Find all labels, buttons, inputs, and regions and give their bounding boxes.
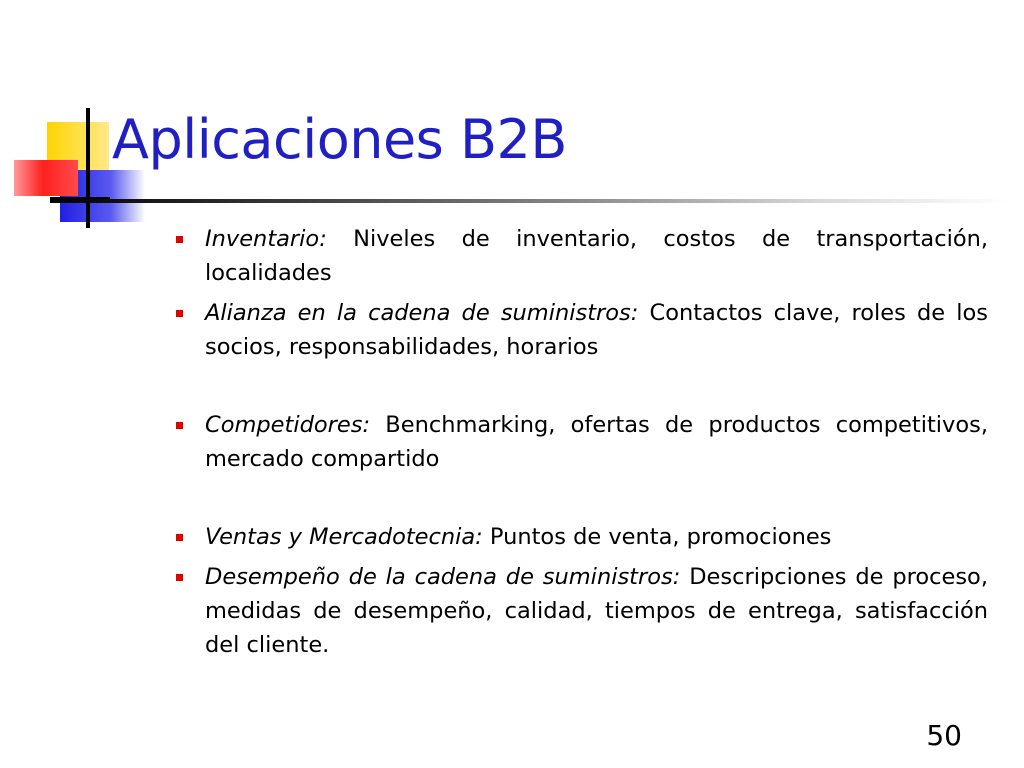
bullet-text: Contactos clave, roles de los socios, responsabilidades, horarios bbox=[205, 300, 988, 360]
bullet-alianza bbox=[170, 296, 988, 364]
bullet-text: Niveles de inventario, costos de transportación, localidades bbox=[205, 226, 988, 286]
slide-title: Aplicaciones B2B bbox=[112, 108, 567, 171]
bullet-term: Ventas y Mercadotecnia: bbox=[205, 524, 490, 550]
bullet-term: Inventario: bbox=[205, 226, 354, 252]
bullet-term: Desempeño de la cadena de suministros: bbox=[205, 564, 690, 590]
bullet-square-icon bbox=[176, 534, 183, 541]
bullet-square-icon bbox=[176, 574, 183, 581]
bullet-square-icon bbox=[176, 422, 183, 429]
bullet-text: Puntos de venta, promociones bbox=[489, 524, 832, 550]
bullet-competidores bbox=[170, 408, 988, 476]
bullet-ventas bbox=[170, 520, 988, 554]
page-number: 50 bbox=[926, 719, 962, 752]
bullet-term: Competidores: bbox=[205, 412, 386, 438]
title-underline bbox=[50, 199, 1010, 203]
bullet-text: Benchmarking, ofertas de productos competitivos, mercado compartido bbox=[205, 412, 988, 472]
bullet-list bbox=[170, 222, 988, 662]
bullet-square-icon bbox=[176, 236, 183, 243]
bullet-desempeno bbox=[170, 560, 988, 662]
bullet-term: Alianza en la cadena de suministros: bbox=[205, 300, 650, 326]
bullet-inventario bbox=[170, 222, 988, 290]
bullet-square-icon bbox=[176, 310, 183, 317]
bullet-text: Descripciones de proceso, medidas de desempeño, calidad, tiempos de entrega, satisfacción del cliente. bbox=[205, 564, 988, 658]
